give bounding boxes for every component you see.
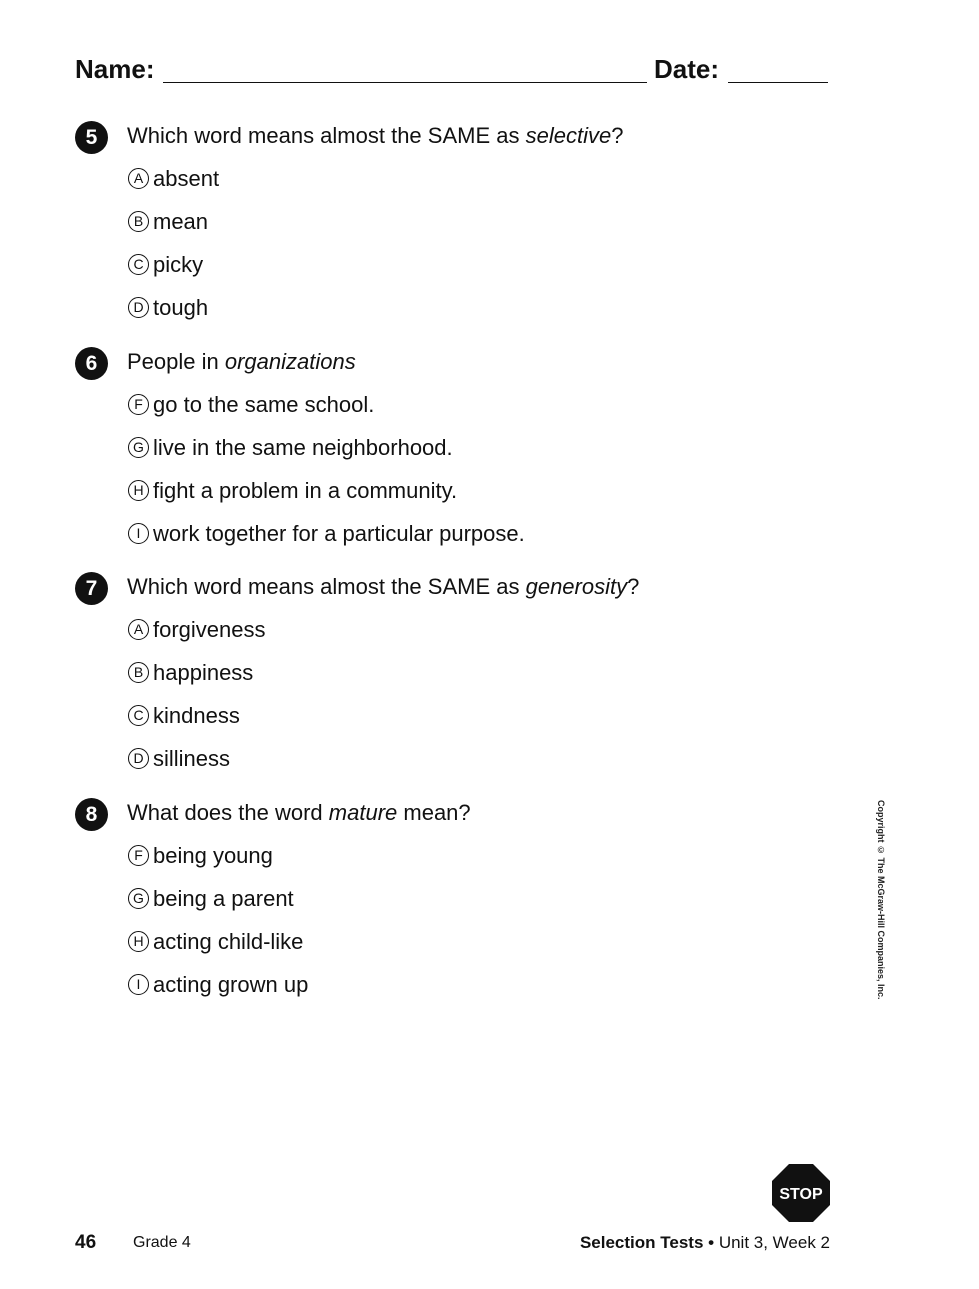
answer-bubble[interactable]: H xyxy=(128,931,149,952)
question-stem: People in organizations xyxy=(127,349,356,374)
name-line xyxy=(163,82,647,83)
question-stem: What does the word mature mean? xyxy=(127,800,471,825)
answer-bubble[interactable]: C xyxy=(128,705,149,726)
question-number: 5 xyxy=(75,121,108,154)
name-date-header xyxy=(75,52,835,92)
answer-bubble[interactable]: B xyxy=(128,211,149,232)
answer-bubble[interactable]: D xyxy=(128,297,149,318)
option-h[interactable]: H acting child-like xyxy=(128,928,308,971)
answer-bubble[interactable]: H xyxy=(128,480,149,501)
option-d[interactable]: D tough xyxy=(128,294,219,337)
option-h[interactable]: H fight a problem in a community. xyxy=(128,477,525,520)
answer-bubble[interactable]: A xyxy=(128,168,149,189)
option-g[interactable]: G live in the same neighborhood. xyxy=(128,434,525,477)
option-a[interactable]: A absent xyxy=(128,165,219,208)
stop-sign-icon xyxy=(772,1164,830,1222)
answer-options xyxy=(128,391,525,563)
question-stem: Which word means almost the SAME as generosity? xyxy=(127,574,640,599)
option-g[interactable]: G being a parent xyxy=(128,885,308,928)
option-c[interactable]: C kindness xyxy=(128,702,266,745)
vocab-word: mature xyxy=(328,800,398,825)
option-a[interactable]: A forgiveness xyxy=(128,616,266,659)
answer-bubble[interactable]: G xyxy=(128,437,149,458)
answer-bubble[interactable]: G xyxy=(128,888,149,909)
option-i[interactable]: I acting grown up xyxy=(128,971,308,1014)
copyright-notice: Copyright © The McGraw-Hill Companies, Inc. xyxy=(876,800,886,1000)
option-i[interactable]: I work together for a particular purpose. xyxy=(128,520,525,563)
test-section-label: Selection Tests • Unit 3, Week 2 xyxy=(579,1233,830,1252)
option-f[interactable]: F go to the same school. xyxy=(128,391,525,434)
stop-sign-label: STOP xyxy=(779,1186,823,1203)
question-number: 7 xyxy=(75,572,108,605)
answer-bubble[interactable]: B xyxy=(128,662,149,683)
answer-bubble[interactable]: C xyxy=(128,254,149,275)
question-number: 6 xyxy=(75,347,108,380)
answer-bubble[interactable]: I xyxy=(128,974,149,995)
page-footer xyxy=(0,1232,979,1256)
option-f[interactable]: F being young xyxy=(128,842,308,885)
question-stem: Which word means almost the SAME as selective? xyxy=(127,123,624,148)
option-b[interactable]: B happiness xyxy=(128,659,266,702)
answer-options xyxy=(128,842,308,1014)
date-line xyxy=(728,82,828,83)
name-label: Name: xyxy=(75,54,155,84)
vocab-word: generosity xyxy=(525,574,628,599)
vocab-word: selective xyxy=(525,123,612,148)
answer-bubble[interactable]: F xyxy=(128,394,149,415)
option-b[interactable]: B mean xyxy=(128,208,219,251)
answer-options xyxy=(128,165,219,337)
answer-bubble[interactable]: A xyxy=(128,619,149,640)
answer-bubble[interactable]: D xyxy=(128,748,149,769)
answer-bubble[interactable]: I xyxy=(128,523,149,544)
question-number: 8 xyxy=(75,798,108,831)
option-d[interactable]: D silliness xyxy=(128,745,266,788)
vocab-word: organizations xyxy=(224,349,356,374)
option-c[interactable]: C picky xyxy=(128,251,219,294)
grade-label: Grade 4 xyxy=(133,1234,191,1251)
date-label: Date: xyxy=(654,54,720,84)
answer-options xyxy=(128,616,266,788)
page-number: 46 xyxy=(75,1232,97,1253)
answer-bubble[interactable]: F xyxy=(128,845,149,866)
